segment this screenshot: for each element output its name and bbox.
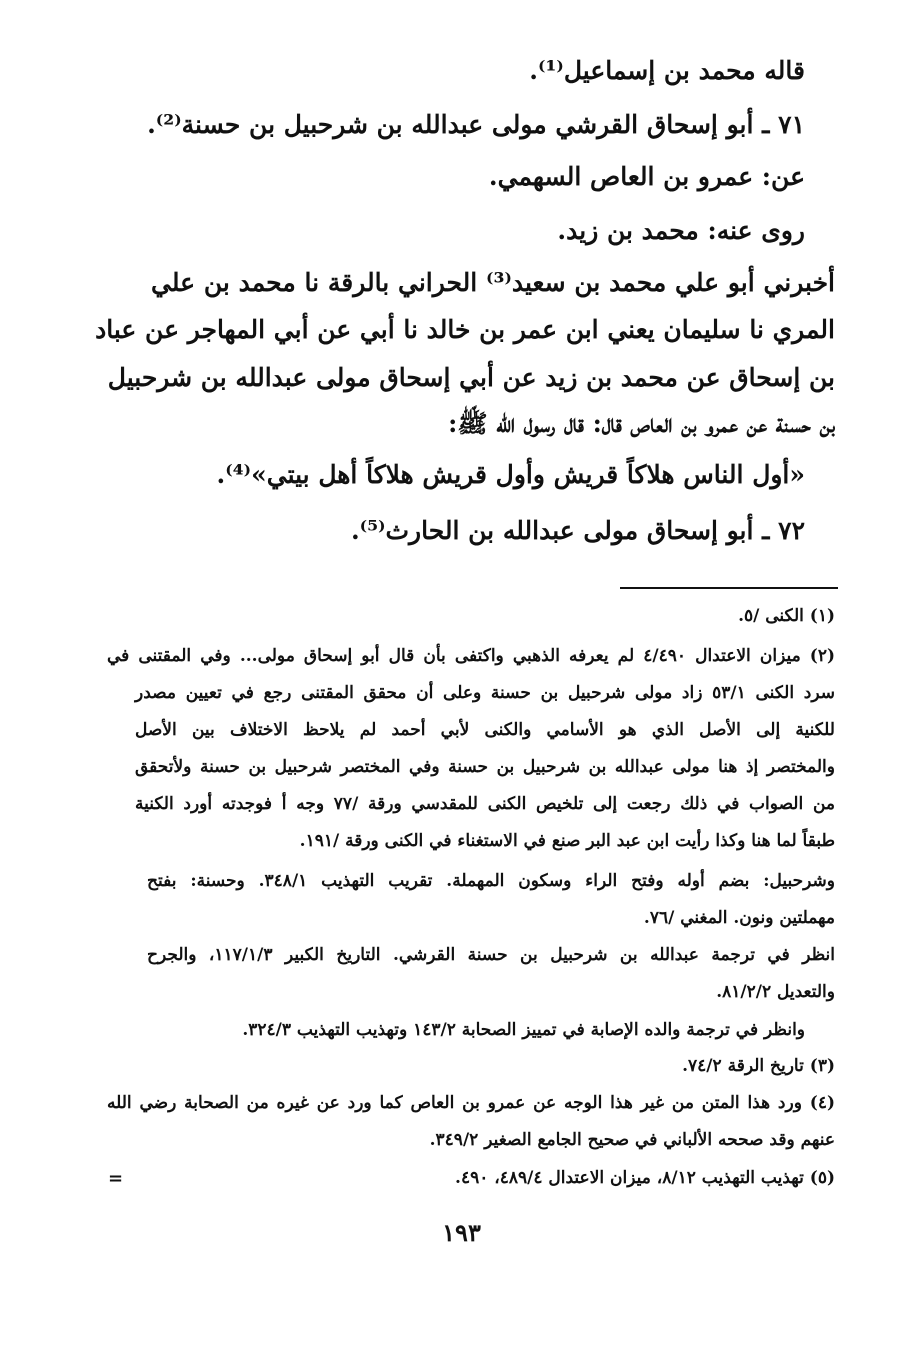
footnote-4: (٤) ورد هذا المتن من غير هذا الوجه عن عمرو بن العاص كما ورد عن غيره من الصحابة رضي الله bbox=[107, 1093, 835, 1113]
continuation-mark: = bbox=[108, 1168, 124, 1189]
footnote-2-line: وشرحبيل: بضم أوله وفتح الراء وسكون المهملة. تقريب التهذيب ٣٤٨/١. وحسنة: بفتح bbox=[147, 871, 835, 891]
footnote-2-line: مهملتين ونون. المغني /٧٦. bbox=[643, 908, 835, 928]
footnote-4-line: عنهم وقد صححه الألباني في صحيح الجامع الصغير ٣٤٩/٢. bbox=[429, 1130, 835, 1150]
entry-heading-71: ٧١ ـ أبو إسحاق القرشي مولى عبدالله بن شرحبيل بن حسنة⁽²⁾. bbox=[147, 110, 805, 139]
footnote-3: (٣) تاريخ الرقة ٧٤/٢. bbox=[682, 1056, 835, 1076]
footnote-2-line: من الصواب في ذلك رجعت إلى تلخيص الكنى للمقدسي ورقة /٧٧ وجه أ فوجدته أورد الكنية bbox=[135, 794, 835, 814]
footnote-2-line: انظر في ترجمة عبدالله بن شرحبيل بن حسنة القرشي. التاريخ الكبير ١١٧/١/٣، والجرح bbox=[147, 945, 835, 965]
footnote-2: (٢) ميزان الاعتدال ٤/٤٩٠ لم يعرفه الذهبي واكتفى بأن قال أبو إسحاق مولى... وفي المقتنى في bbox=[107, 646, 836, 666]
footnote-2-line: والمختصر إذ هنا مولى عبدالله بن شرحبيل بن حسنة وفي المختصر شرحبيل بن حسنة ولأتحقق bbox=[135, 757, 835, 777]
footnote-2-line: والتعديل ٨١/٢/٢. bbox=[716, 982, 835, 1002]
footnote-separator bbox=[620, 587, 838, 589]
footnote-2-line: طبقاً لما هنا وكذا رأيت ابن عبد البر صنع في الاستغناء في الكنى ورقة /١٩١. bbox=[299, 831, 835, 851]
entry-heading-72: ٧٢ ـ أبو إسحاق مولى عبدالله بن الحارث⁽⁵⁾. bbox=[350, 516, 805, 545]
footnote-1: (١) الكنى /٥. bbox=[738, 606, 835, 626]
text-line: قاله محمد بن إسماعيل⁽¹⁾. bbox=[529, 56, 805, 85]
paragraph-line: المري نا سليمان يعني ابن عمر بن خالد نا أبي عن أبي المهاجر عن عباد bbox=[95, 315, 835, 344]
footnote-2-line: سرد الكنى ٥٣/١ زاد مولى شرحبيل بن حسنة وعلى أن محقق المقتنى رجع في تعيين مصدر bbox=[135, 683, 835, 703]
footnote-2-line: وانظر في ترجمة والده الإصابة في تمييز الصحابة ١٤٣/٢ وتهذيب التهذيب ٣٢٤/٣. bbox=[242, 1020, 805, 1040]
text-line: روى عنه: محمد بن زيد. bbox=[557, 216, 805, 245]
page-number: ١٩٣ bbox=[442, 1218, 481, 1247]
footnote-5: (٥) تهذيب التهذيب ٨/١٢، ميزان الاعتدال ٤٨٩/٤، ٤٩٠. bbox=[455, 1168, 835, 1188]
paragraph-line: أخبرني أبو علي محمد بن سعيد⁽³⁾ الحراني بالرقة نا محمد بن علي bbox=[151, 268, 835, 297]
footnote-2-line: للكنية إلى الأصل الذي هو الأسامي والكنى لأبي أحمد لم يلاحظ الاختلاف بين الأصل bbox=[135, 720, 835, 740]
hadith-text: «أول الناس هلاكاً قريش وأول قريش هلاكاً أهل بيتي»⁽⁴⁾. bbox=[216, 460, 805, 489]
text-line: عن: عمرو بن العاص السهمي. bbox=[488, 162, 805, 191]
paragraph-line: بن إسحاق عن محمد بن زيد عن أبي إسحاق مولى عبدالله بن شرحبيل bbox=[107, 363, 835, 392]
paragraph-line: بن حسنة عن عمرو بن العاص قال: قال رسول الله ﷺ: bbox=[448, 409, 835, 438]
